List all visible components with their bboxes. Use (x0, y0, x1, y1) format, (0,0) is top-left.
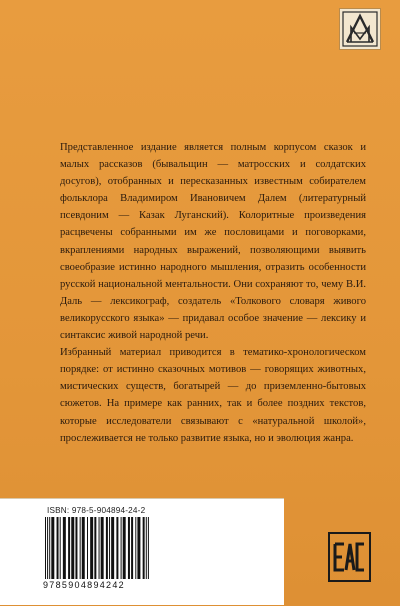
publisher-monogram-icon (340, 9, 380, 49)
barcode-bar (63, 517, 66, 579)
annotation-paragraph-1: Представленное издание является полным корпусом сказок и малых рассказов (бывальщин — матросских и солдатских досугов), отобранных и пересказанных известным собирателем фольклора Владимиром Ивановичем Далем (литературный псевдоним — Казак Луганский). Колоритные произведения расцвечены собранными им же пословицами и поговорками, вкраплениями народных выражений, позволяющими выявить своеобразие истинно народного мышления, отразить особенности русской национальной ментальности. Они сохраняют то, чему В.И. Даль — лексикограф, создатель «Толкового словаря живого великорусского языка» — придавал особое значение — лексику и синтаксис живой народной речи. (60, 142, 366, 342)
barcode-bar (71, 517, 74, 579)
barcode-bar (57, 517, 59, 579)
barcode-bar (128, 517, 130, 579)
barcode-bar (148, 517, 149, 579)
barcode-bar (99, 517, 100, 579)
barcode-bar (101, 517, 104, 579)
barcode-bar (106, 517, 108, 579)
publisher-logo (339, 8, 381, 50)
annotation-paragraph-2: Избранный материал приводится в тематико-хронологическом порядке: от истинно сказочных мотивов — говорящих животных, мистических существ, богатырей — до приземленно-бытовых сюжетов. На примере как ранних, так и более поздних текстов, которые исследователи связывают с «натуральной школой», прослеживается не только развитие языка, но и эволюция жанра. (60, 347, 366, 444)
eac-mark-icon (330, 534, 369, 580)
barcode-number: 9785904894242 (43, 580, 125, 590)
barcode-bar (82, 517, 85, 579)
barcode-bar (137, 517, 140, 579)
barcode-bar (111, 517, 114, 579)
barcode-bar (87, 517, 88, 579)
barcode-bar (80, 517, 81, 579)
barcode-bar (75, 517, 77, 579)
barcode-bar (121, 517, 122, 579)
barcode-bar (109, 517, 110, 579)
barcode-bar (123, 517, 126, 579)
barcode-bar (49, 517, 50, 579)
barcode-bar (45, 517, 46, 579)
annotation-text (60, 139, 366, 447)
barcode-bar (131, 517, 133, 579)
barcode-bar (135, 517, 136, 579)
isbn-label: ISBN: 978-5-904894-24-2 (47, 506, 146, 515)
barcode-bar (68, 517, 70, 579)
barcode-bar (146, 517, 147, 579)
barcode-bar (47, 517, 48, 579)
barcode-bar (143, 517, 145, 579)
barcode-bar (51, 517, 54, 579)
barcode-bar (90, 517, 93, 579)
eac-certification-mark (328, 532, 371, 582)
barcode-bar (116, 517, 118, 579)
barcode-bar (94, 517, 96, 579)
barcode (43, 517, 203, 579)
barcode-bar (60, 517, 61, 579)
